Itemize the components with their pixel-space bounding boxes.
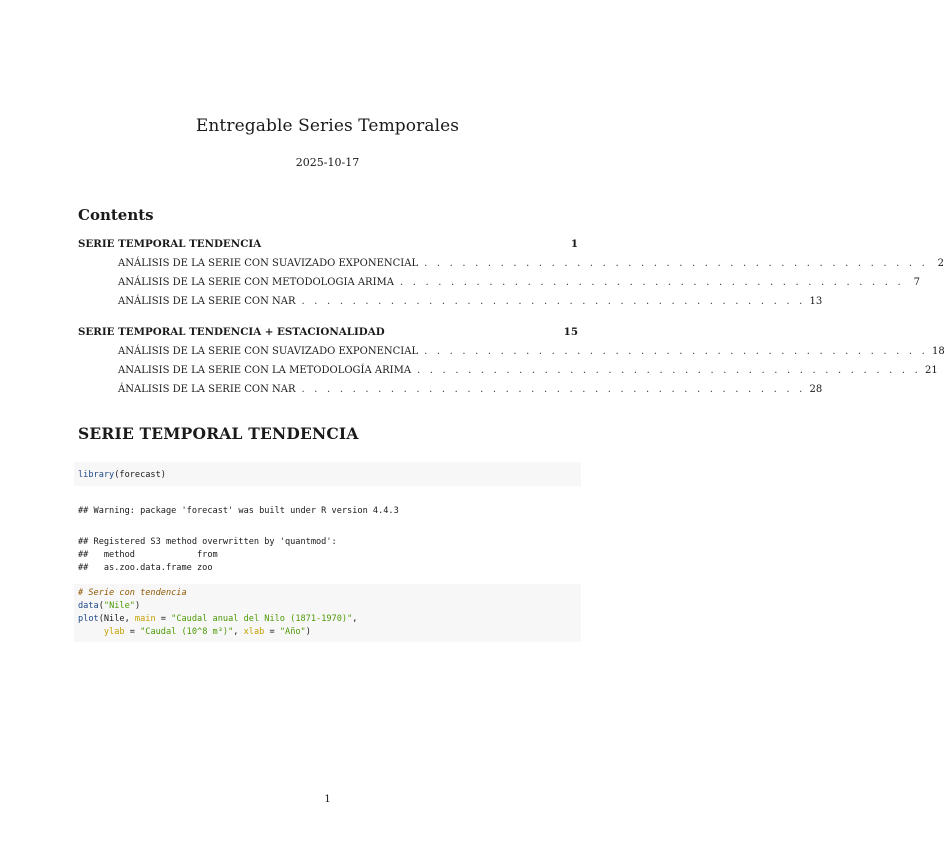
toc-entry-section[interactable] — [78, 238, 578, 254]
contents-heading: Contents — [78, 206, 154, 224]
code-text: = — [264, 627, 280, 637]
output-warning: ## Warning: package 'forecast' was built under R version 4.4.3 — [78, 506, 399, 516]
code-string: "Año" — [279, 627, 306, 637]
toc-entry-subsection[interactable] — [78, 296, 823, 312]
output-line: ## Registered S3 method overwritten by 'quantmod': — [78, 537, 337, 547]
toc-leader-dots: . . . . . . . . . . . . . . . . . . . . . . . . . . . . . . . . . . . . . . . . — [417, 365, 921, 376]
code-text: ) — [305, 627, 311, 637]
toc-entry-page: 15 — [563, 326, 578, 338]
toc-entry-page: 18 — [932, 346, 945, 357]
toc-entry-subsection[interactable] — [78, 346, 945, 362]
toc-entry-label: ANÁLISIS DE LA SERIE CON METODOLOGIA ARIMA — [118, 277, 395, 288]
code-string: "Nile" — [103, 601, 135, 611]
toc-leader-dots: . . . . . . . . . . . . . . . . . . . . . . . . . . . . . . . . . . . . . . . . — [400, 277, 904, 288]
toc-entry-subsection[interactable] — [78, 258, 944, 274]
document-date: 2025-10-17 — [295, 156, 360, 169]
toc-entry-subsection[interactable] — [78, 365, 938, 381]
toc-leader-dots: . . . . . . . . . . . . . . . . . . . . . . . . . . . . . . . . . . . . . . . . — [424, 258, 928, 269]
code-argument: xlab — [243, 627, 265, 637]
code-argument: main — [134, 614, 156, 624]
code-block-library — [74, 462, 581, 486]
toc-entry-page: 28 — [809, 384, 823, 395]
code-text: (Nile, — [98, 614, 135, 624]
code-argument: ylab — [103, 627, 125, 637]
toc-entry-label: ANALISIS DE LA SERIE CON LA METODOLOGÍA ARIMA — [118, 365, 412, 376]
code-text: ) — [134, 601, 141, 611]
toc-entry-label: ANÁLISIS DE LA SERIE CON SUAVIZADO EXPONENCIAL — [118, 258, 419, 269]
toc-leader-dots: . . . . . . . . . . . . . . . . . . . . . . . . . . . . . . . . . . . . . . . . — [301, 384, 806, 395]
toc-leader-dots: . . . . . . . . . . . . . . . . . . . . . . . . . . . . . . . . . . . . . . . . — [301, 296, 806, 307]
toc-leader-dots: . . . . . . . . . . . . . . . . . . . . . . . . . . . . . . . . . . . . . . . . — [424, 346, 928, 357]
toc-entry-page: 13 — [809, 296, 823, 307]
code-text: ( — [98, 601, 104, 611]
output-line: ## method from — [78, 550, 218, 560]
toc-entry-label: SERIE TEMPORAL TENDENCIA — [78, 238, 262, 250]
code-function: plot — [78, 614, 99, 624]
toc-entry-subsection[interactable] — [78, 277, 920, 293]
code-text: , — [233, 627, 244, 637]
code-function: library — [78, 470, 115, 480]
toc-entry-page: 1 — [570, 238, 578, 250]
output-block-registered — [78, 536, 337, 575]
toc-entry-section[interactable] — [78, 326, 578, 342]
toc-entry-label: SERIE TEMPORAL TENDENCIA + ESTACIONALIDAD — [78, 326, 385, 338]
toc-entry-page: 7 — [913, 277, 920, 288]
code-comment: # Serie con tendencia — [78, 588, 187, 598]
code-string: "Caudal (10^8 m³)" — [140, 627, 234, 637]
code-string: "Caudal anual del Nilo (1871-1970)" — [171, 614, 353, 624]
code-function: data — [78, 601, 99, 611]
page-number: 1 — [324, 794, 331, 805]
toc-entry-label: ÁNALISIS DE LA SERIE CON NAR — [118, 384, 296, 395]
toc-entry-subsection[interactable] — [78, 384, 823, 400]
code-text: (forecast) — [114, 470, 166, 480]
toc-entry-label: ANÁLISIS DE LA SERIE CON NAR — [118, 296, 296, 307]
toc-entry-label: ANÁLISIS DE LA SERIE CON SUAVIZADO EXPONENCIAL — [118, 346, 419, 357]
toc-entry-page: 21 — [924, 365, 938, 376]
code-indent — [78, 627, 104, 637]
code-text: , — [352, 614, 358, 624]
toc-entry-page: 2 — [937, 258, 944, 269]
document-title: Entregable Series Temporales — [195, 116, 460, 136]
code-text: = — [155, 614, 172, 624]
section-heading: SERIE TEMPORAL TENDENCIA — [78, 424, 359, 443]
code-block-plot — [74, 584, 581, 642]
output-line: ## as.zoo.data.frame zoo — [78, 563, 213, 573]
code-text: = — [124, 627, 141, 637]
